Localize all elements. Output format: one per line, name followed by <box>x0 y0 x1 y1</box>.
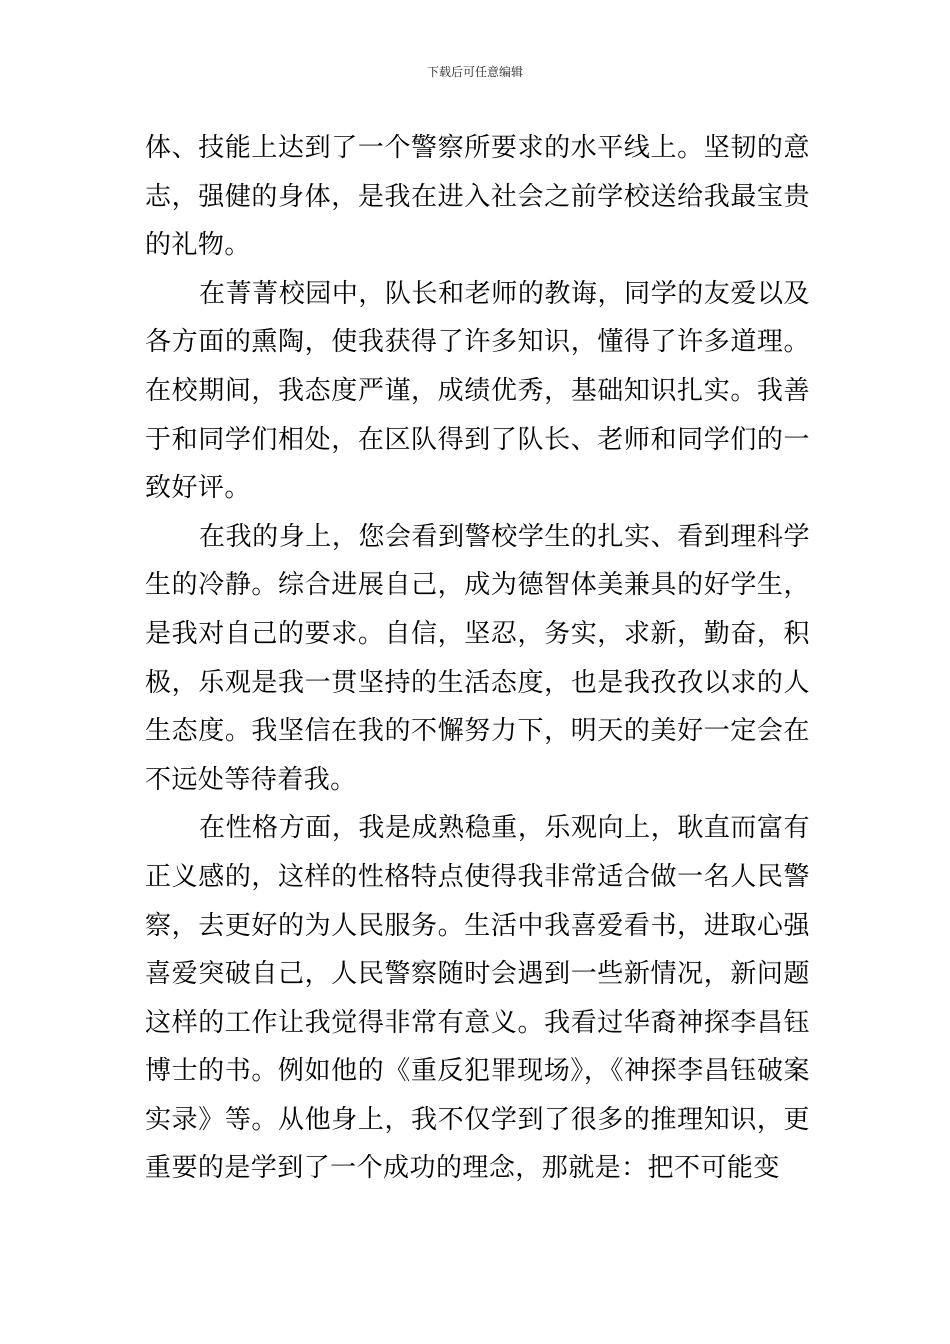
page-header: 下载后可任意编辑 <box>426 65 523 79</box>
paragraph-personality: 在性格方面，我是成熟稳重，乐观向上，耿直而富有正义感的，这样的性格特点使得我非常适合做一名人民警察，去更好的为人民服务。生活中我喜爱看书，进取心强喜爱突破自己，人民警察随时会遇到一些新情况，新问题这样的工作让我觉得非常有意义。我看过华裔神探李昌钰博士的书。例如他的《重反犯罪现场》，《神探李昌钰破案实录》等。从他身上，我不仅学到了很多的推理知识，更重要的是学到了一个成功的理念，那就是：把不可能变 <box>145 813 810 1184</box>
paragraph-self-requirement: 在我的身上，您会看到警校学生的扎实、看到理科学生的冷静。综合进展自己，成为德智体美兼具的好学生，是我对自己的要求。自信，坚忍，务实，求新，勤奋，积极，乐观是我一贯坚持的生活态度，也是我孜孜以求的人生态度。我坚信在我的不懈努力下，明天的美好一定会在不远处等待着我。 <box>145 521 810 795</box>
document-body <box>145 124 810 1193</box>
paragraph-campus-life: 在菁菁校园中，队长和老师的教诲，同学的友爱以及各方面的熏陶，使我获得了许多知识，懂得了许多道理。在校期间，我态度严谨，成绩优秀，基础知识扎实。我善于和同学们相处，在区队得到了队长、老师和同学们的一致好评。 <box>145 278 810 504</box>
paragraph-continuation: 体、技能上达到了一个警察所要求的水平线上。坚韧的意志，强健的身体，是我在进入社会之前学校送给我最宝贵的礼物。 <box>145 133 810 261</box>
